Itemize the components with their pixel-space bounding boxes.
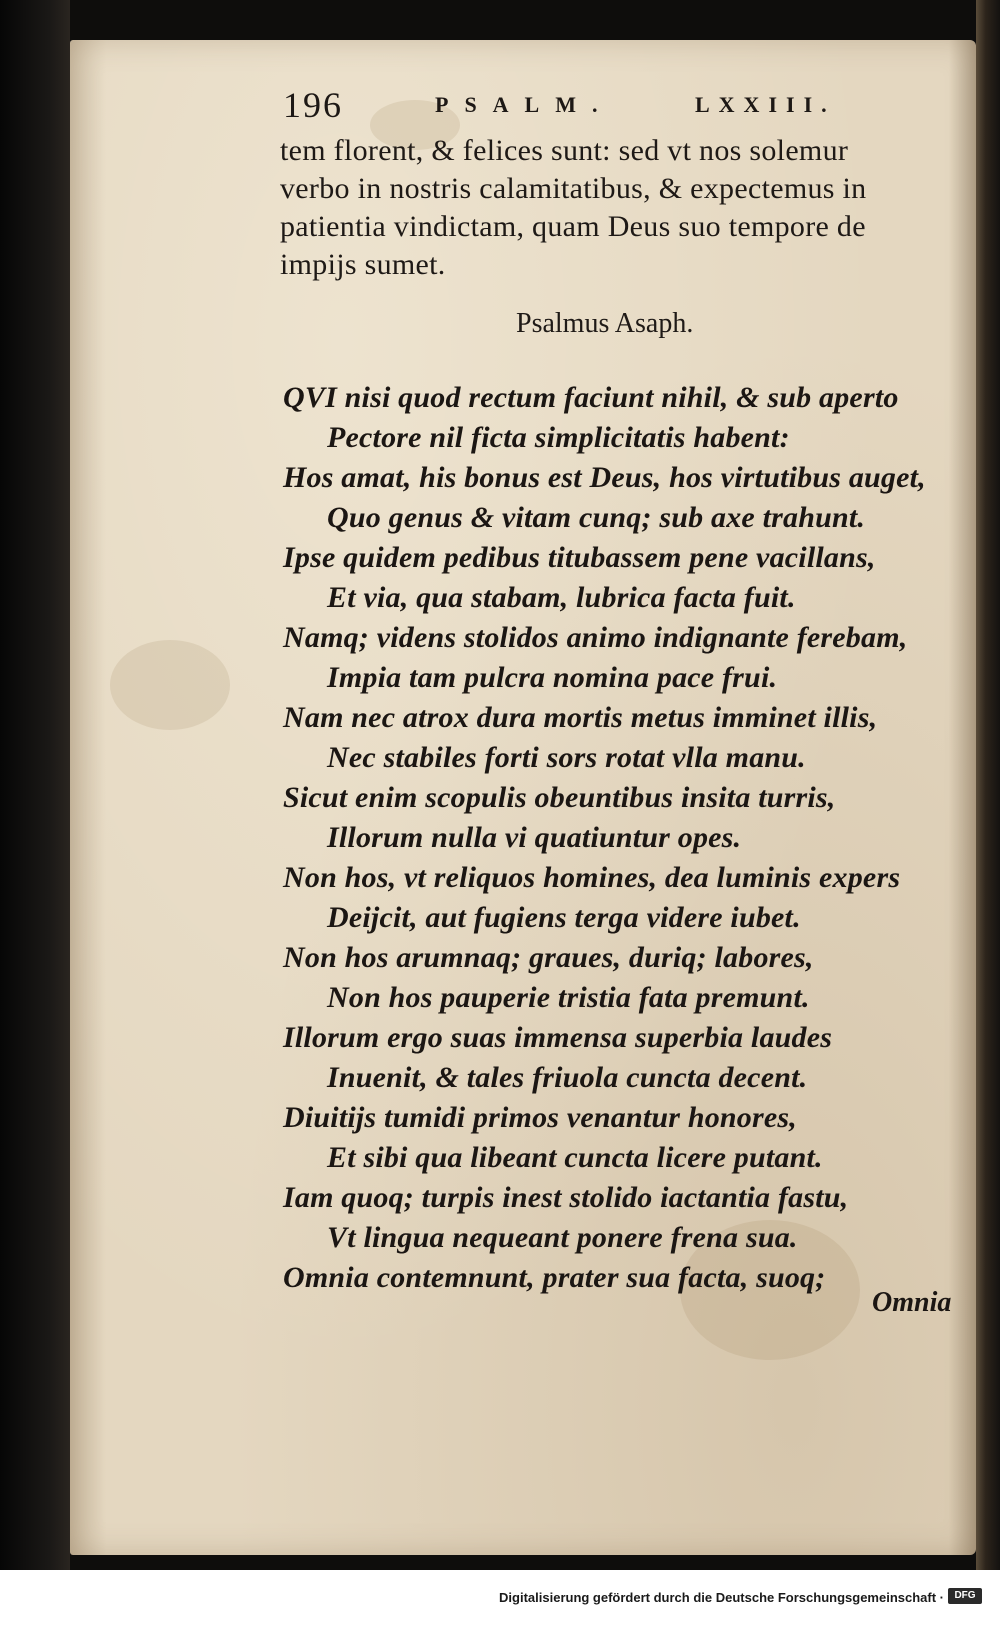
verse-line: Et via, qua stabam, lubrica facta fuit. xyxy=(327,581,796,614)
dfg-logo: DFG xyxy=(948,1588,982,1604)
prose-line: impijs sumet. xyxy=(280,248,446,281)
prose-block xyxy=(280,132,970,284)
prose-line: verbo in nostris calamitatibus, & expectemus in xyxy=(280,172,867,205)
verse-line: Iam quoq; turpis inest stolido iactantia fastu, xyxy=(283,1181,849,1214)
verse-line: Sicut enim scopulis obeuntibus insita turris, xyxy=(283,781,836,814)
verse-line: Nam nec atrox dura mortis metus imminet illis, xyxy=(283,701,878,734)
verse-line: Illorum ergo suas immensa superbia laudes xyxy=(283,1021,833,1054)
verse-line: Nec stabiles forti sors rotat vlla manu. xyxy=(327,741,806,774)
book-spine-edge xyxy=(976,0,1000,1570)
verse-line: Namq; videns stolidos animo indignante ferebam, xyxy=(283,621,908,654)
psalm-number: LXXIII. xyxy=(695,92,836,117)
verse-line: Omnia contemnunt, prater sua facta, suoq; xyxy=(283,1261,826,1294)
verse-line: Non hos pauperie tristia fata premunt. xyxy=(327,981,810,1014)
scan-background xyxy=(0,0,70,1570)
verse-line: Illorum nulla vi quatiuntur opes. xyxy=(327,821,742,854)
verse-line: Hos amat, his bonus est Deus, hos virtutibus auget, xyxy=(283,461,926,494)
poem-verses xyxy=(283,378,973,1298)
verse-line: Et sibi qua libeant cuncta licere putant. xyxy=(327,1141,823,1174)
verse-line: Inuenit, & tales friuola cuncta decent. xyxy=(327,1061,808,1094)
page-number: 196 xyxy=(283,85,343,125)
verse-line: Vt lingua nequeant ponere frena sua. xyxy=(327,1221,798,1254)
running-head: PSALM. xyxy=(435,92,614,117)
verse-line: Ipse quidem pedibus titubassem pene vacillans, xyxy=(283,541,876,574)
verse-line: Deijcit, aut fugiens terga videre iubet. xyxy=(327,901,801,934)
funding-credit: Digitalisierung gefördert durch die Deutsche Forschungsgemeinschaft · xyxy=(499,1590,944,1605)
prose-line: patientia vindictam, quam Deus suo tempore de xyxy=(280,210,866,243)
verse-line: Quo genus & vitam cunq; sub axe trahunt. xyxy=(327,501,866,534)
paper-stain xyxy=(110,640,230,730)
verse-line: Non hos arumnaq; graues, duriq; labores, xyxy=(283,941,814,974)
psalm-title: Psalmus Asaph. xyxy=(516,308,694,339)
verse-line: QVI nisi quod rectum faciunt nihil, & sub aperto xyxy=(283,381,899,414)
verse-line: Impia tam pulcra nomina pace frui. xyxy=(327,661,778,694)
page-header xyxy=(283,84,963,130)
prose-line: tem florent, & felices sunt: sed vt nos solemur xyxy=(280,134,849,167)
verse-line: Non hos, vt reliquos homines, dea luminis expers xyxy=(283,861,901,894)
catchword: Omnia xyxy=(872,1287,952,1318)
verse-line: Diuitijs tumidi primos venantur honores, xyxy=(283,1101,797,1134)
verse-line: Pectore nil ficta simplicitatis habent: xyxy=(327,421,790,454)
footer-bar xyxy=(0,1570,1000,1629)
